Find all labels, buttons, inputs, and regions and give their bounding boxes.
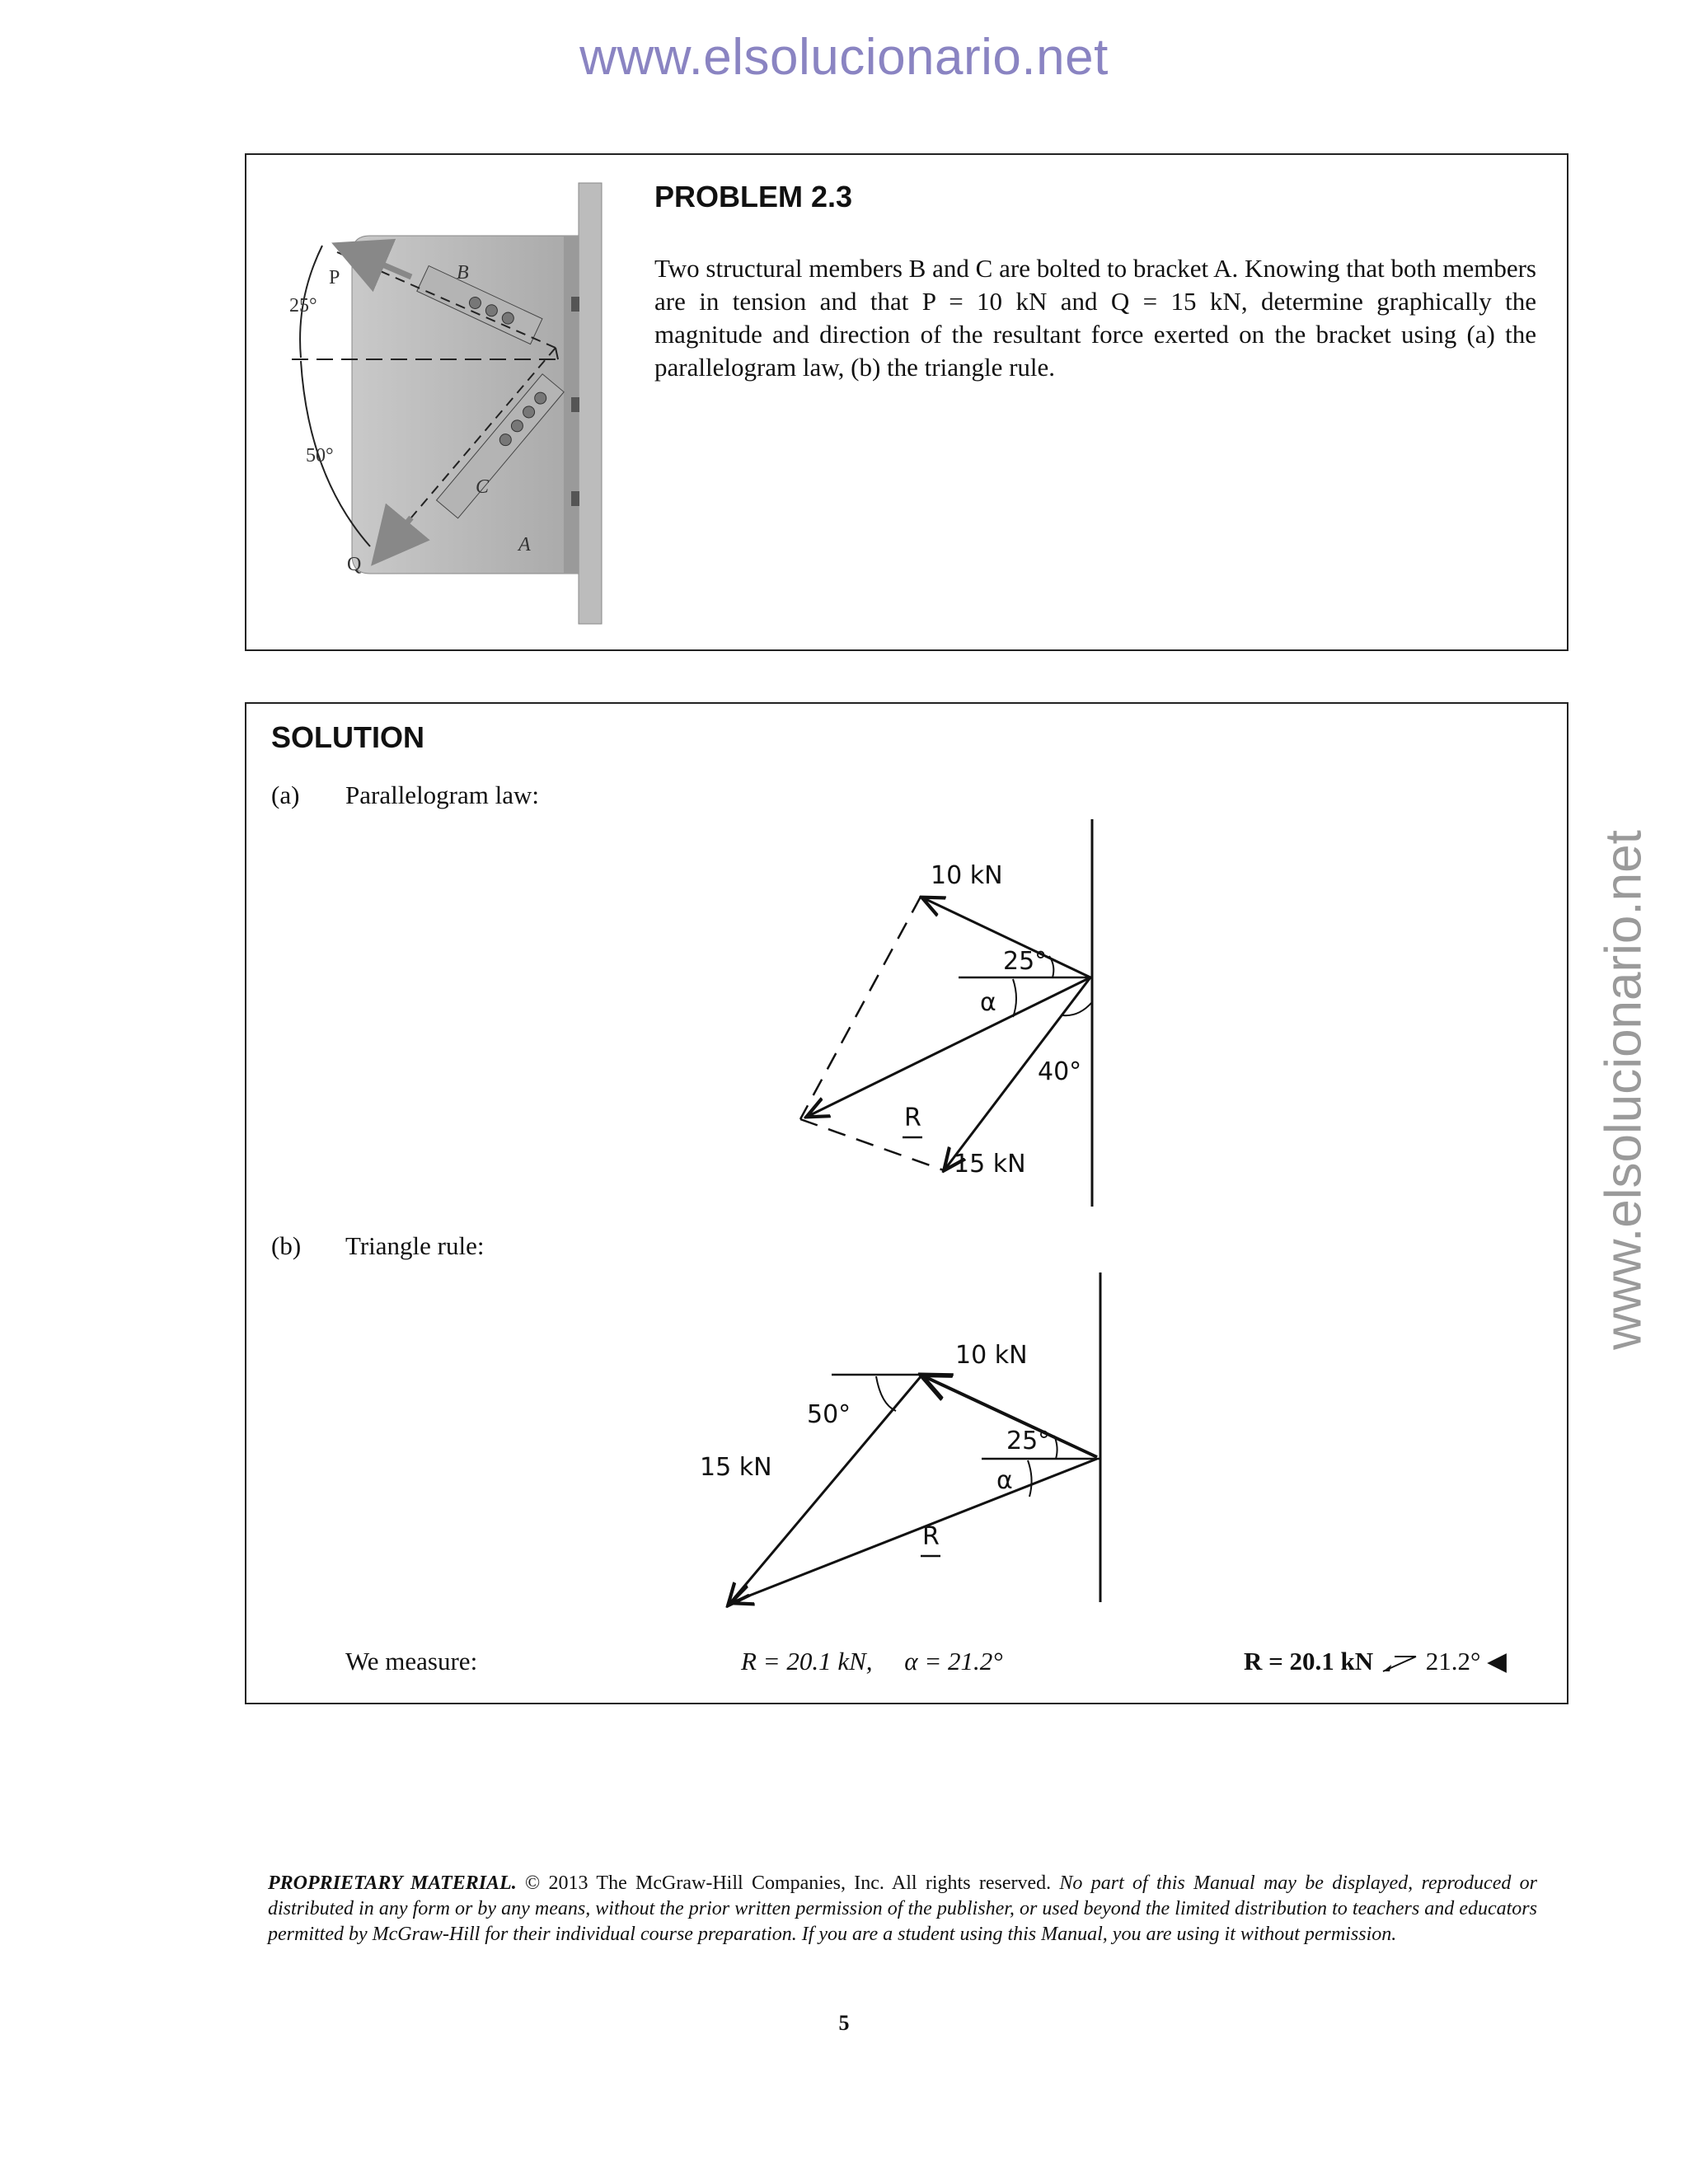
part-a xyxy=(271,780,539,810)
label-alpha: α xyxy=(996,1466,1013,1495)
problem-statement: Two structural members B and C are bolted to bracket A. Knowing that both members are in tension and that P = 10 kN and Q = 15 kN, determine graphically the magnitude and direction of the resultant force exerted on the bracket using (a) the parallelogram law, (b) the triangle rule. xyxy=(654,254,1536,382)
label-angle-50: 50° xyxy=(306,445,334,466)
label-a: A xyxy=(518,534,531,555)
parallelogram-sketch xyxy=(692,819,1153,1231)
label-10kn: 10 kN xyxy=(955,1341,1028,1370)
label-25deg: 25° xyxy=(1006,1427,1051,1455)
label-r: R xyxy=(904,1104,921,1132)
label-40deg: 40° xyxy=(1038,1057,1082,1086)
label-50deg: 50° xyxy=(807,1400,851,1429)
flange-bolt xyxy=(571,297,579,312)
footer-italic: No part of this Manual may be displayed, reproduced or distributed in any form or by any means, without the prior written permission of the publisher, or used beyond the limited distribution to teachers and educators permitted by McGraw-Hill for their individual course preparation. If you are a student using this Manual, you are using it without permission. xyxy=(268,1872,1537,1945)
direction-icon xyxy=(1380,1648,1419,1676)
watermark-top: www.elsolucionario.net xyxy=(579,29,1109,86)
label-15kn: 15 kN xyxy=(700,1453,772,1482)
bracket-figure xyxy=(246,155,626,649)
flange-bolt xyxy=(571,397,579,412)
watermark-side-text: www.elsolucionario.net xyxy=(1595,830,1653,1350)
answer-marker-icon: ◀ xyxy=(1487,1647,1507,1675)
footer-bold: PROPRIETARY MATERIAL. xyxy=(268,1872,517,1894)
vector-r xyxy=(809,977,1090,1116)
problem-box xyxy=(245,153,1568,651)
solution-box xyxy=(245,702,1568,1704)
part-a-label: Parallelogram law: xyxy=(345,780,539,809)
label-25deg: 25° xyxy=(1003,947,1048,976)
final-answer xyxy=(1244,1647,1507,1678)
part-b xyxy=(271,1231,484,1261)
label-q: Q xyxy=(347,554,362,575)
part-a-letter: (a) xyxy=(271,780,300,809)
label-b: B xyxy=(457,262,469,284)
label-p: P xyxy=(329,267,340,288)
copyright-footer xyxy=(268,1871,1537,1947)
flange-bolt xyxy=(571,491,579,506)
label-alpha: α xyxy=(980,988,996,1017)
label-angle-25: 25° xyxy=(289,295,317,316)
solution-title: SOLUTION xyxy=(271,720,424,754)
label-c: C xyxy=(476,476,490,498)
label-10kn: 10 kN xyxy=(931,861,1003,890)
label-r: R xyxy=(922,1522,940,1551)
measure-values: R = 20.1 kN, α = 21.2° xyxy=(741,1647,1003,1675)
part-b-label: Triangle rule: xyxy=(345,1231,485,1260)
page-number: 5 xyxy=(838,2011,850,2035)
footer-normal: © 2013 The McGraw-Hill Companies, Inc. All rights reserved. xyxy=(516,1872,1052,1894)
measure-label: We measure: xyxy=(345,1647,478,1675)
triangle-sketch xyxy=(683,1272,1194,1619)
answer-r: R = 20.1 kN xyxy=(1244,1647,1374,1675)
answer-angle: 21.2° xyxy=(1425,1647,1481,1675)
vector-r xyxy=(733,1459,1097,1602)
problem-title: PROBLEM 2.3 xyxy=(654,180,853,213)
wall-strip xyxy=(579,183,602,624)
label-15kn: 15 kN xyxy=(954,1150,1026,1179)
part-b-letter: (b) xyxy=(271,1231,302,1260)
